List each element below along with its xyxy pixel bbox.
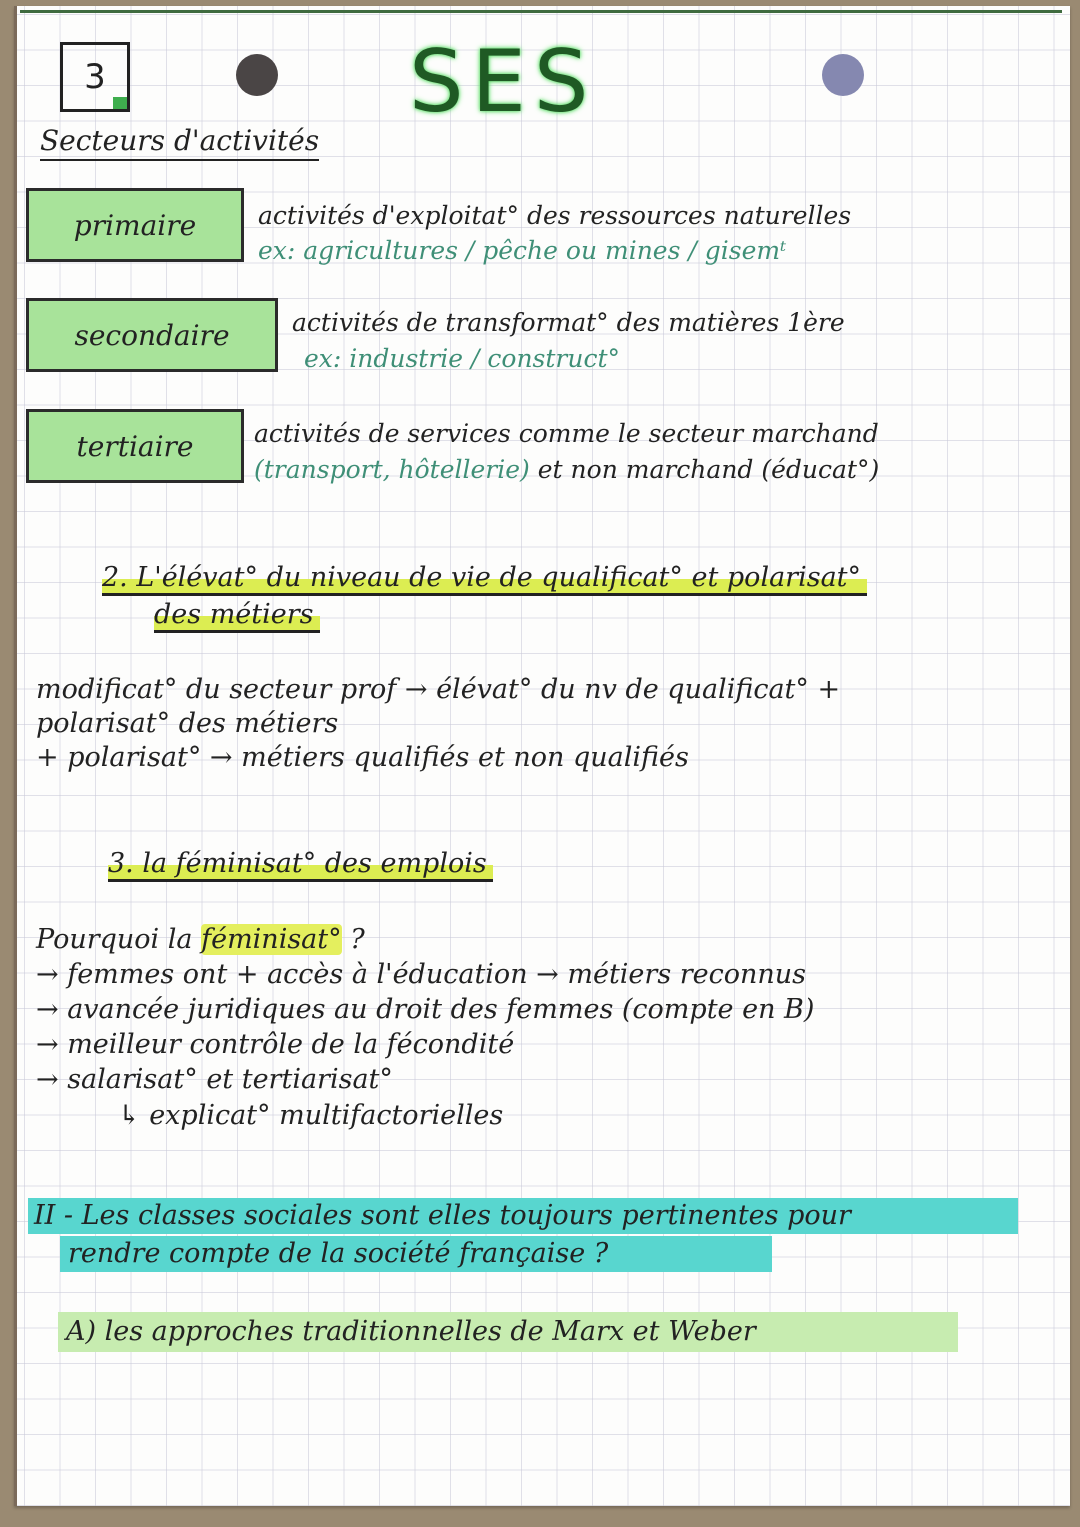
page-title: SES xyxy=(409,32,597,132)
example-non-marchand: et non marchand (éducat°) xyxy=(529,455,880,484)
notebook-page xyxy=(14,6,1070,1506)
section-2-line: + polarisat° → métiers qualifiés et non qualifiés xyxy=(36,742,689,773)
sector-definition-secondaire: activités de transformat° des matières 1ère xyxy=(292,308,845,337)
section-2-line: modificat° du secteur prof → élévat° du nv de qualificat° + xyxy=(36,674,841,705)
section-3-question xyxy=(36,924,365,955)
sector-label-secondaire xyxy=(26,298,278,372)
section-2-line: polarisat° des métiers xyxy=(36,708,339,739)
question-prefix: Pourquoi la xyxy=(36,924,202,955)
section-3-bullet: → femmes ont + accès à l'éducation → métiers reconnus xyxy=(36,959,807,990)
sector-label-tertiaire xyxy=(26,409,244,483)
sector-label-text: tertiaire xyxy=(76,429,194,463)
page-corner-mark xyxy=(113,97,127,109)
top-border-line xyxy=(20,10,1062,13)
section-3-bullet: → avancée juridiques au droit des femmes (compte en B) xyxy=(36,994,815,1025)
part-2a-subheading: A) les approches traditionnelles de Marx et Weber xyxy=(66,1316,756,1347)
sector-example-primaire: ex: agricultures / pêche ou mines / gisemᵗ xyxy=(258,236,787,265)
question-suffix: ? xyxy=(341,924,365,955)
part-2-heading-line1: II - Les classes sociales sont elles toujours pertinentes pour xyxy=(34,1200,851,1231)
binder-hole-dot-left xyxy=(236,54,278,96)
section-subtitle: Secteurs d'activités xyxy=(40,124,319,161)
sector-definition-primaire: activités d'exploitat° des ressources naturelles xyxy=(258,201,852,230)
section-3-heading: 3. la féminisat° des emplois xyxy=(108,848,493,882)
section-3-bullet: → meilleur contrôle de la fécondité xyxy=(36,1029,515,1060)
section-2-heading-line2: des métiers xyxy=(154,599,320,633)
page-number: 3 xyxy=(84,57,106,97)
sector-example-secondaire: ex: industrie / construct° xyxy=(304,344,621,373)
sector-label-text: primaire xyxy=(73,208,197,242)
part-2-heading-line2: rendre compte de la société française ? xyxy=(68,1238,609,1269)
section-2-heading-line1: 2. L'élévat° du niveau de vie de qualificat° et polarisat° xyxy=(102,562,867,596)
section-3-bullet: → salarisat° et tertiarisat° xyxy=(36,1064,393,1095)
sector-example-tertiaire xyxy=(254,455,879,484)
example-marchand: (transport, hôtellerie) xyxy=(254,455,530,484)
sector-definition-tertiaire: activités de services comme le secteur marchand xyxy=(254,419,879,448)
section-3-conclusion: ↳ explicat° multifactorielles xyxy=(118,1100,504,1131)
margin-line xyxy=(14,6,17,1506)
sector-label-text: secondaire xyxy=(74,318,230,352)
page-number-box xyxy=(60,42,130,112)
sector-label-primaire xyxy=(26,188,244,262)
binder-hole-dot-right xyxy=(822,54,864,96)
question-highlight: féminisat° xyxy=(201,924,342,955)
